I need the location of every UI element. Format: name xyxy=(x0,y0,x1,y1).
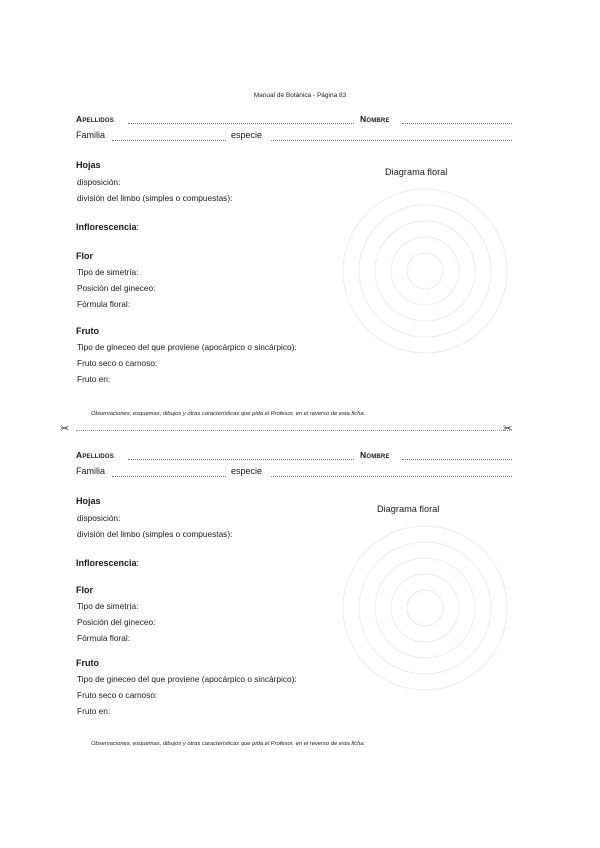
fruto-tipo: Tipo de gineceo del que proviene (apocárpico o sincárpico): xyxy=(77,674,297,684)
flor-heading: Flor xyxy=(76,251,93,261)
flor-heading: Flor xyxy=(76,585,93,595)
familia-label: Familia xyxy=(76,466,106,476)
flor-simetria: Tipo de simetría: xyxy=(77,267,139,277)
familia-field[interactable] xyxy=(112,140,226,141)
diagrama-floral-title: Diagrama floral xyxy=(385,167,448,177)
especie-field[interactable] xyxy=(271,140,512,141)
nombre-field[interactable] xyxy=(402,459,512,460)
observaciones-note: Observaciones, esquemas, dibujos y otras características que pida el Profesor, en el reverso de esta ficha. xyxy=(91,411,366,417)
scissors-icon: ✂ xyxy=(60,423,70,435)
inflorescencia-heading: Inflorescencia: xyxy=(76,222,140,232)
nombre-label: Nombre xyxy=(360,450,390,460)
fruto-heading: Fruto xyxy=(76,326,99,336)
page-header: Manual de Botánica - Página 83 xyxy=(253,92,347,99)
floral-diagram-rings[interactable] xyxy=(340,523,510,693)
fruto-tipo: Tipo de gineceo del que proviene (apocárpico o sincárpico): xyxy=(77,342,297,352)
hojas-disposicion: disposición: xyxy=(77,177,121,187)
flor-formula: Fórmula floral: xyxy=(77,633,131,643)
fruto-en: Fruto en: xyxy=(77,374,111,384)
nombre-field[interactable] xyxy=(402,123,512,124)
apellidos-field[interactable] xyxy=(128,459,354,460)
fruto-seco: Fruto seco o carnoso: xyxy=(77,690,158,700)
inflorescencia-heading: Inflorescencia: xyxy=(76,558,140,568)
hojas-disposicion: disposición: xyxy=(77,513,121,523)
diagrama-floral-title: Diagrama floral xyxy=(377,504,440,514)
hojas-heading: Hojas xyxy=(76,160,101,170)
flor-formula: Fórmula floral: xyxy=(77,299,131,309)
observaciones-note: Observaciones, esquemas, dibujos y otras características que pida el Profesor, en el reverso de esta ficha. xyxy=(91,741,366,747)
especie-field[interactable] xyxy=(271,476,512,477)
apellidos-field[interactable] xyxy=(128,123,354,124)
especie-label: especie xyxy=(231,130,263,140)
hojas-division: división del limbo (simples o compuestas): xyxy=(77,193,233,203)
species-form-1 xyxy=(0,0,600,417)
hojas-heading: Hojas xyxy=(76,496,101,506)
scissors-icon: ✂ xyxy=(503,423,513,435)
flor-gineceo: Posición del gineceo: xyxy=(77,283,156,293)
flor-gineceo: Posición del gineceo: xyxy=(77,617,156,627)
apellidos-label: Apellidos xyxy=(76,450,114,460)
especie-label: especie xyxy=(231,466,263,476)
familia-field[interactable] xyxy=(112,476,226,477)
fruto-en: Fruto en: xyxy=(77,706,111,716)
fruto-seco: Fruto seco o carnoso: xyxy=(77,358,158,368)
species-form-2 xyxy=(0,335,600,747)
familia-label: Familia xyxy=(76,130,106,140)
nombre-label: Nombre xyxy=(360,114,390,124)
flor-simetria: Tipo de simetría: xyxy=(77,601,139,611)
apellidos-label: Apellidos xyxy=(76,114,114,124)
floral-diagram-rings[interactable] xyxy=(340,186,510,356)
fruto-heading: Fruto xyxy=(76,658,99,668)
hojas-division: división del limbo (simples o compuestas): xyxy=(77,529,233,539)
